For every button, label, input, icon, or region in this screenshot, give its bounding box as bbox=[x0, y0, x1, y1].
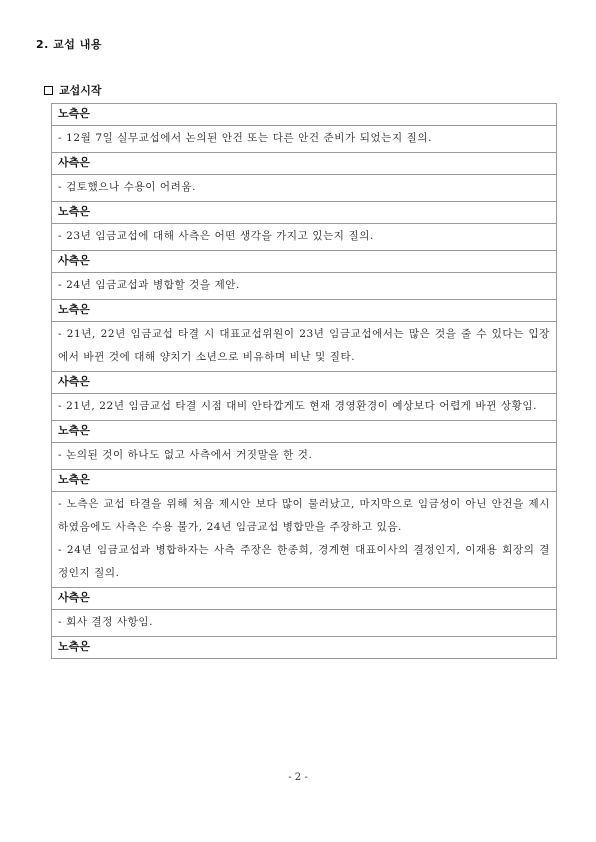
speaker-row bbox=[52, 153, 557, 175]
negotiation-minutes-table bbox=[51, 103, 557, 659]
speaker-row bbox=[52, 421, 557, 443]
speaker-label: 노측은 bbox=[52, 637, 557, 659]
speaker-row bbox=[52, 588, 557, 610]
page-number: - 2 - bbox=[288, 772, 308, 783]
section-title: 2. 교섭 내용 bbox=[36, 38, 102, 51]
statement-row bbox=[52, 610, 557, 637]
statement-text: - 12월 7일 실무교섭에서 논의된 안건 또는 다른 안건 준비가 되었는지 질의. bbox=[58, 132, 433, 144]
speaker-label: 노측은 bbox=[52, 300, 557, 322]
statement-cell bbox=[52, 394, 557, 421]
statement-text: - 21년, 22년 임금교섭 타결 시 대표교섭위원이 23년 임금교섭에서는 많은 것을 줄 수 있다는 입장에서 바뀐 것에 대해 양치기 소년으로 비유하며 비난 및 질타. bbox=[58, 328, 550, 363]
statement-row bbox=[52, 443, 557, 470]
statement-cell bbox=[52, 610, 557, 637]
statement-cell bbox=[52, 175, 557, 202]
statement-row bbox=[52, 126, 557, 153]
statement-row bbox=[52, 175, 557, 202]
speaker-label: 사측은 bbox=[52, 153, 557, 175]
statement-row bbox=[52, 394, 557, 421]
statement-text: - 23년 임금교섭에 대해 사측은 어떤 생각을 가지고 있는지 질의. bbox=[58, 230, 374, 242]
statement-text: - 검토했으나 수용이 어려움. bbox=[58, 181, 197, 193]
speaker-label: 사측은 bbox=[52, 372, 557, 394]
speaker-label: 사측은 bbox=[52, 588, 557, 610]
statement-row bbox=[52, 492, 557, 588]
speaker-label: 노측은 bbox=[52, 104, 557, 126]
statement-text: - 21년, 22년 임금교섭 타결 시점 대비 안타깝게도 현재 경영환경이 예상보다 어렵게 바뀐 상황임. bbox=[58, 400, 538, 412]
statement-cell bbox=[52, 273, 557, 300]
speaker-row bbox=[52, 300, 557, 322]
checkbox-square-icon bbox=[44, 86, 53, 95]
statement-cell bbox=[52, 224, 557, 251]
statement-text: - 24년 임금교섭과 병합할 것을 제안. bbox=[58, 279, 240, 291]
speaker-row bbox=[52, 372, 557, 394]
speaker-label: 노측은 bbox=[52, 421, 557, 443]
speaker-row bbox=[52, 470, 557, 492]
statement-cell bbox=[52, 126, 557, 153]
statement-cell bbox=[52, 443, 557, 470]
statement-cell bbox=[52, 322, 557, 372]
statement-cell bbox=[52, 492, 557, 588]
statement-row bbox=[52, 224, 557, 251]
statement-text: - 노측은 교섭 타결을 위해 처음 제시안 보다 많이 물러났고, 마지막으로 임금성이 아닌 안건을 제시하였음에도 사측은 수용 불가, 24년 임금교섭 병합만을 주장하고 있음. bbox=[58, 498, 550, 533]
speaker-label: 노측은 bbox=[52, 202, 557, 224]
statement-text: - 논의된 것이 하나도 없고 사측에서 거짓말을 한 것. bbox=[58, 449, 313, 461]
subsection-title: 교섭시작 bbox=[59, 84, 102, 97]
speaker-row bbox=[52, 637, 557, 659]
speaker-row bbox=[52, 202, 557, 224]
speaker-row bbox=[52, 104, 557, 126]
speaker-row bbox=[52, 251, 557, 273]
speaker-label: 사측은 bbox=[52, 251, 557, 273]
statement-text: - 24년 임금교섭과 병합하자는 사측 주장은 한종희, 경계현 대표이사의 결정인지, 이재용 회장의 결정인지 질의. bbox=[58, 544, 550, 579]
statement-row bbox=[52, 322, 557, 372]
subsection-heading bbox=[44, 82, 102, 98]
speaker-label: 노측은 bbox=[52, 470, 557, 492]
statement-row bbox=[52, 273, 557, 300]
statement-text: - 회사 결정 사항임. bbox=[58, 616, 154, 628]
